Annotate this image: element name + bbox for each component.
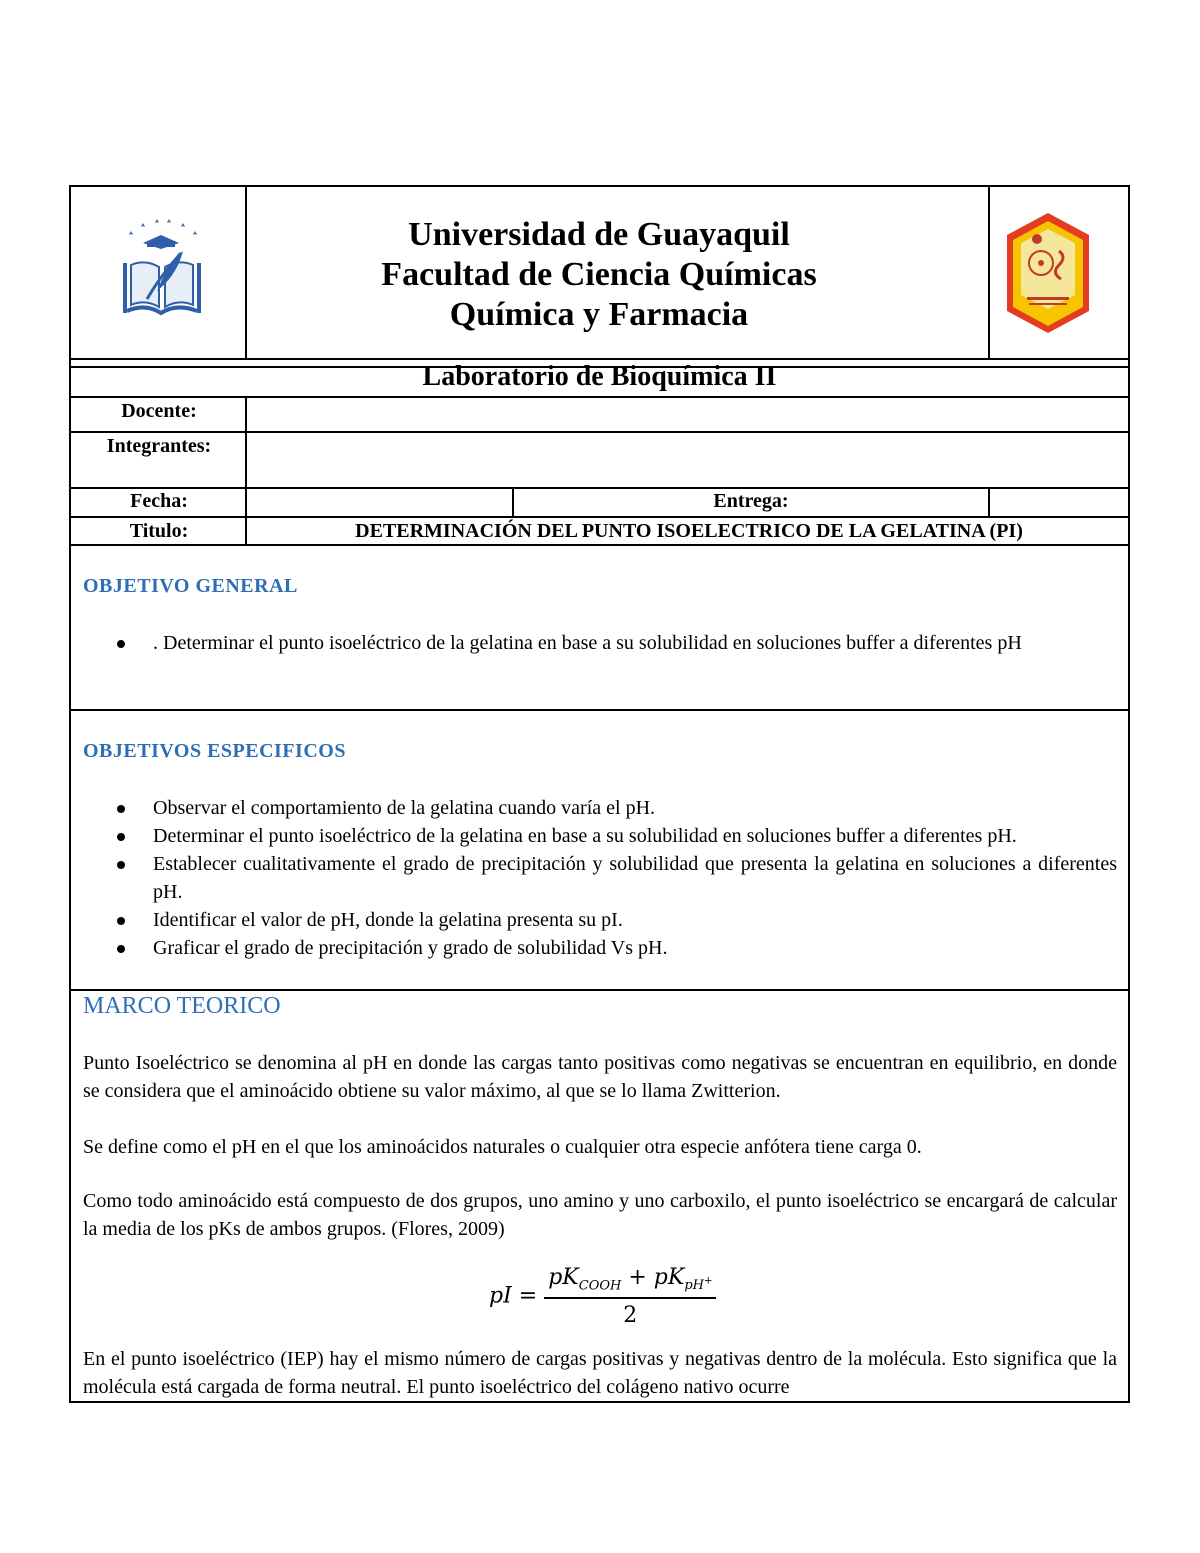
objetivo-general-list [83, 629, 1043, 657]
paragraph: Como todo aminoácido está compuesto de dos grupos, uno amino y uno carboxilo, el punto isoeléctrico se encargará de calcular la media de los pKs de ambos grupos. (Flores, 2009) [83, 1190, 1117, 1240]
divider [71, 487, 1128, 489]
faculty-name: Facultad de Ciencia Químicas [381, 256, 817, 293]
divider [245, 516, 247, 546]
formula-denominator: 2 [623, 1303, 638, 1329]
divider [71, 516, 1128, 518]
university-name: Universidad de Guayaquil [408, 216, 790, 253]
paragraph: Se define como el pH en el que los aminoácidos naturales o cualquier otra especie anfótera tiene carga 0. [83, 1136, 922, 1158]
marco-teorico-heading: MARCO TEORICO [83, 993, 281, 1019]
entrega-field[interactable] [991, 489, 1127, 515]
formula-numerator: $pK_{COOH} + pK_{pH^+}$ [544, 1265, 716, 1299]
isoelectric-formula: pI = $\frac{pK_{COOH} + pK_{pH^+}}{2}$ [489, 1265, 716, 1328]
document-table [69, 185, 1130, 1403]
university-logo [111, 215, 211, 325]
divider [512, 487, 514, 517]
divider [988, 487, 990, 517]
divider [71, 358, 1128, 360]
divider [71, 544, 1128, 546]
divider [988, 187, 990, 359]
formula-fraction [544, 1265, 716, 1328]
titulo-label: Titulo: [129, 520, 189, 542]
titulo-value: DETERMINACIÓN DEL PUNTO ISOELECTRICO DE LA GELATINA (PI) [355, 520, 1023, 542]
integrantes-field[interactable] [249, 433, 1127, 487]
list-item: Identificar el valor de pH, donde la gelatina presenta su pI. [83, 906, 1117, 934]
fecha-field[interactable] [249, 489, 511, 515]
divider [71, 989, 1128, 991]
header-title-block [249, 215, 949, 335]
paragraph: Punto Isoeléctrico se denomina al pH en donde las cargas tanto positivas como negativas se encuentran en equilibrio, en donde se considera que el aminoácido obtiene su valor máximo, al que se lo llama Zwitterion. [83, 1052, 1117, 1102]
docente-field[interactable] [249, 398, 1127, 431]
list-item: . Determinar el punto isoeléctrico de la gelatina en base a su solubilidad en soluciones buffer a diferentes pH [83, 629, 1043, 657]
entrega-label: Entrega: [713, 490, 789, 512]
lab-title: Laboratorio de Bioquímica II [422, 361, 777, 392]
list-item: Graficar el grado de precipitación y grado de solubilidad Vs pH. [83, 934, 1117, 962]
faculty-logo [1003, 211, 1093, 335]
fecha-label: Fecha: [130, 490, 188, 512]
objetivos-especificos-list [83, 794, 1117, 962]
objetivo-general-heading: OBJETIVO GENERAL [83, 575, 298, 597]
divider [71, 709, 1128, 711]
paragraph: En el punto isoeléctrico (IEP) hay el mismo número de cargas positivas y negativas dentro de la molécula. Esto significa que la molécula está cargada de forma neutral. El punto isoeléctrico del colágeno nativo ocurre [83, 1348, 1117, 1398]
formula-lhs: pI [489, 1283, 512, 1309]
docente-label: Docente: [121, 400, 197, 422]
list-item: Establecer cualitativamente el grado de precipitación y solubilidad que presenta la gelatina en soluciones a diferentes pH. [83, 850, 1117, 906]
integrantes-label: Integrantes: [106, 435, 212, 457]
list-item: Determinar el punto isoeléctrico de la gelatina en base a su solubilidad en soluciones buffer a diferentes pH. [83, 822, 1117, 850]
list-item: Observar el comportamiento de la gelatina cuando varía el pH. [83, 794, 1117, 822]
divider [245, 187, 247, 359]
career-name: Química y Farmacia [449, 296, 749, 333]
objetivos-especificos-heading: OBJETIVOS ESPECIFICOS [83, 740, 346, 762]
